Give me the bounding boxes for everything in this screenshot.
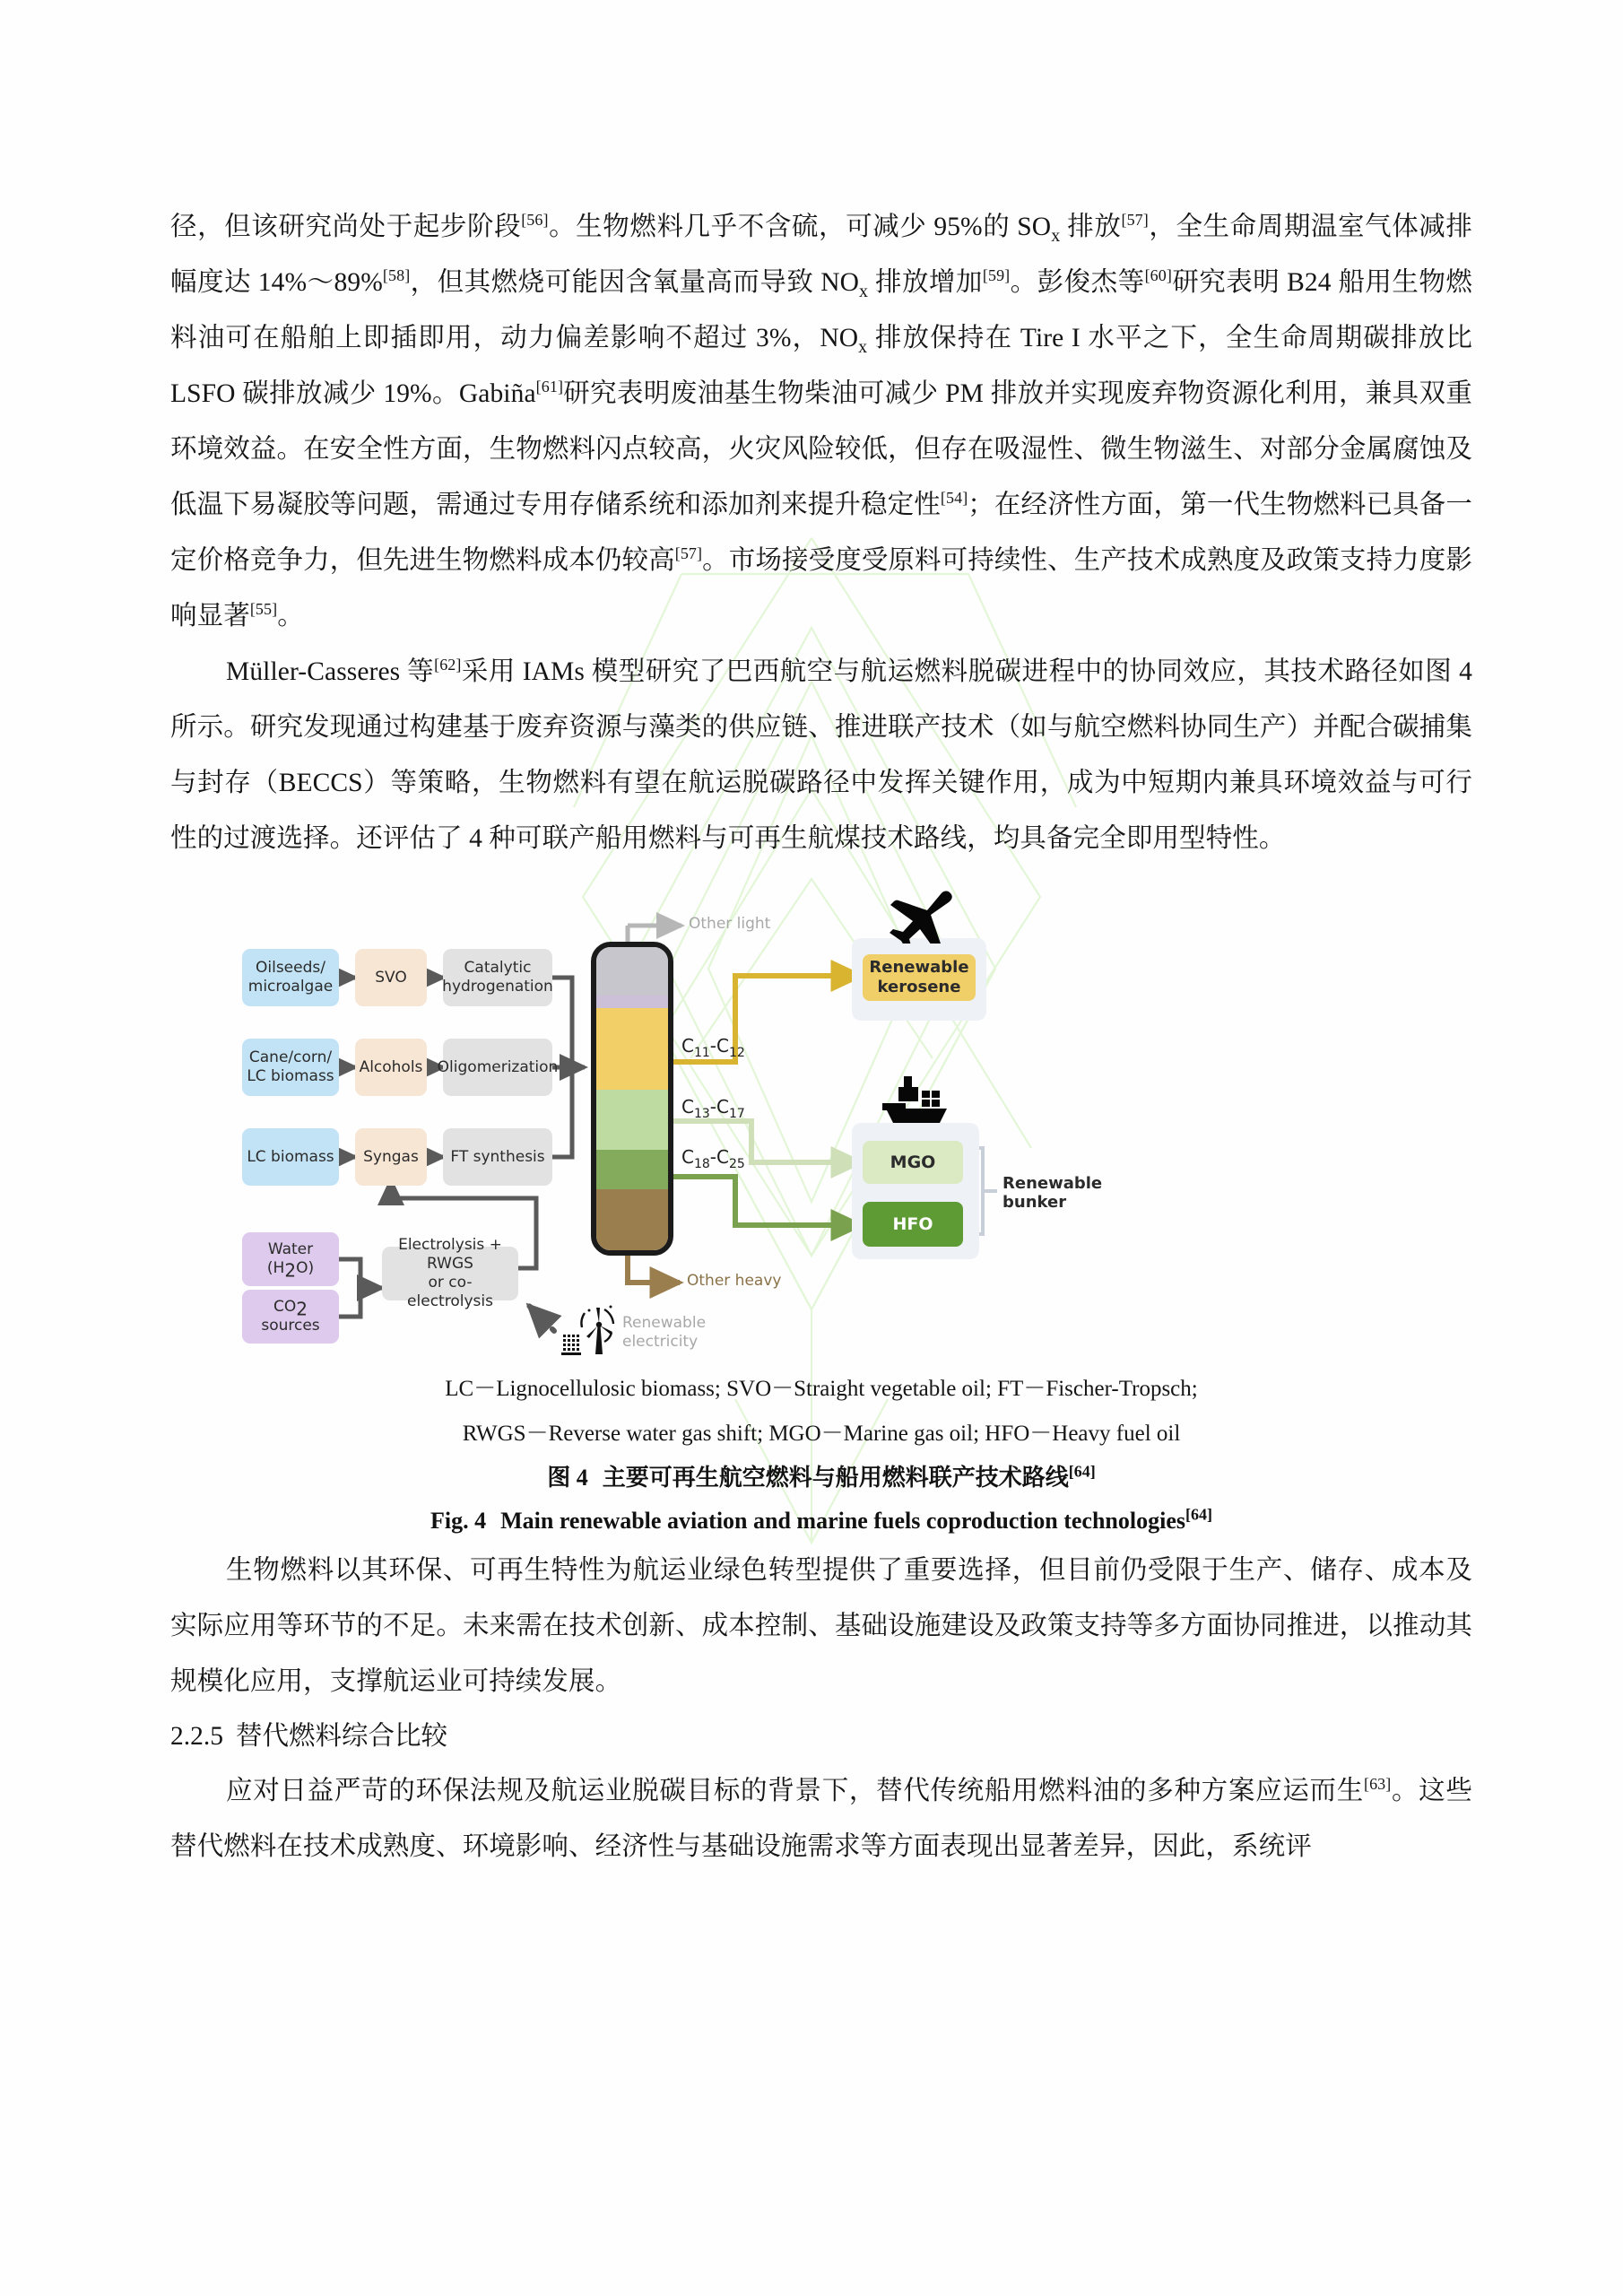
utility-co2-label: CO2 sources [261,1298,320,1335]
paragraph-biofuel-summary: 生物燃料以其环保、可再生特性为航运业绿色转型提供了重要选择，但目前仍受限于生产、储存、成本及实际应用等环节的不足。未来需在技术创新、成本控制、基础设施建设及政策支持等多方面协同推进，以推动其规模化应用，支撑航运业可持续发展。 [170,1556,1472,1696]
wind-turbine-solar-icon [560,1302,617,1356]
process-catalytic-hydrogenation-label: Catalytic hydrogenation [442,959,553,996]
feedstock-oilseeds [242,949,339,1006]
product-renewable-kerosene [863,954,976,1001]
figure-caption-english [170,1500,1472,1543]
column-segment-mgo-cut [596,1090,668,1151]
intermediate-alcohols-label: Alcohols [359,1057,423,1076]
column-segment-light-gases [596,947,668,996]
cut-label-c11-c12: $C_{11}-C_{12}$ [681,1035,745,1060]
feedstock-lc-biomass [242,1128,339,1186]
column-segment-kerosene-cut [596,1008,668,1090]
paragraph-alternative-fuel-comparison: 应对日益严苛的环保法规及航运业脱碳目标的背景下，替代传统船用燃料油的多种方案应运而生[63]。这些替代燃料在技术成熟度、环境影响、经济性与基础设施需求等方面表现出显著差异，因此，系统评 [170,1775,1472,1861]
coproduction-flow-diagram [233,883,1264,1358]
figure-abbreviations-line-1: LC－Lignocellulosic biomass; SVO－Straight vegetable oil; FT－Fischer-Tropsch; [445,1377,1198,1401]
intermediate-alcohols [355,1039,427,1096]
product-mgo [863,1141,963,1184]
section-title: 替代燃料综合比较 [236,1722,448,1751]
process-electrolysis-rwgs-label: Electrolysis + RWGS or co-electrolysis [398,1236,502,1310]
figure-caption-en-number: Fig. 4 [430,1508,487,1534]
process-ft-synthesis-label: FT synthesis [450,1147,545,1166]
utility-water [242,1232,339,1286]
paragraph-biofuel-emissions: 径，但该研究尚处于起步阶段[56]。生物燃料几乎不含硫，可减少 95%的 $SO_x$ 排放[57]，全生命周期温室气体减排幅度达 14%～89%[58]，但其燃烧可能因含氧量高而导致 $NO_x$ 排放增加[59]。彭俊杰等[60]研究表明 B24 船用生物燃料油可在船舶上即插即用，动力偏差影响不超过 3%，$NO_x$ 排放保持在 Tire I 水平之下，全生命周期碳排放比 LSFO 碳排放减少 19%。Gabiña[61]研究表明废油基生物柴油可减少 PM 排放并实现废弃物资源化利用，兼具双重环境效益。在安全性方面，生物燃料闪点较高，火灾风险较低，但存在吸湿性、微生物滋生、对部分金属腐蚀及低温下易凝胶等问题，需通过专用存储系统和添加剂来提升稳定性[54]；在经济性方面，第一代生物燃料已具备一定价格竞争力，但先进生物燃料成本仍较高[57]。市场接受度受原料可持续性、生产技术成熟度及政策支持力度影响显著[55]。 [170,211,1473,631]
figure-caption-cn-text: 主要可再生航空燃料与船用燃料联产技术路线 [602,1465,1069,1491]
cargo-ship-icon [873,1073,956,1128]
product-hfo-label: HFO [892,1214,933,1234]
distillation-column [591,942,673,1256]
cut-label-c18-c25: $C_{18}-C_{25}$ [681,1146,745,1171]
feedstock-lc-biomass-label: LC biomass [247,1147,334,1166]
process-oligomerization-label: Oligomerization [437,1057,559,1076]
figure-caption-cn-ref: [64] [1068,1462,1096,1481]
process-electrolysis-rwgs [382,1236,518,1310]
intermediate-syngas-label: Syngas [363,1147,419,1166]
product-mgo-label: MGO [890,1152,936,1172]
figure-caption-en-text: Main renewable aviation and marine fuels coproduction technologies [500,1508,1185,1534]
figure-caption-en-ref: [64] [1185,1505,1212,1524]
column-segment-hfo-cut [596,1150,668,1189]
figure-4-canvas [170,883,1472,1367]
cut-label-c13-c17: $C_{13}-C_{17}$ [681,1096,745,1121]
column-segment-lavender [596,996,668,1008]
intermediate-svo [355,949,427,1006]
stream-other-heavy-label: Other heavy [687,1272,782,1290]
stream-other-light-label: Other light [689,915,771,933]
section-heading-2-2-5 [170,1709,1472,1763]
figure-4 [170,883,1472,1543]
process-catalytic-hydrogenation [443,949,552,1006]
column-segment-heavy-residue [596,1189,668,1250]
feedstock-cane-corn [242,1039,339,1096]
paragraph-muller-casseres: Müller-Casseres 等[62]采用 IAMs 模型研究了巴西航空与航运燃料脱碳进程中的协同效应，其技术路径如图 4 所示。研究发现通过构建基于废弃资源与藻类的供应链、推进联产技术（如与航空燃料协同生产）并配合碳捕集与封存（BECCS）等策略，生物燃料有望在航运脱碳路径中发挥关键作用，成为中短期内兼具环境效益与可行性的过渡选择。还评估了 4 种可联产船用燃料与可再生航煤技术路线，均具备完全即用型特性。 [170,656,1472,853]
process-ft-synthesis [443,1128,552,1186]
section-number: 2.2.5 [170,1722,223,1751]
process-oligomerization [437,1039,559,1096]
renewable-electricity-label: Renewable electricity [622,1314,707,1351]
figure-caption-cn-number: 图 4 [547,1465,588,1491]
renewable-bunker-label: Renewable bunker [1002,1174,1103,1212]
utility-co2-sources [242,1290,339,1344]
feedstock-oilseeds-label: Oilseeds/ microalgae [247,959,334,996]
airplane-icon [881,888,956,944]
intermediate-svo-label: SVO [375,968,407,987]
figure-abbreviations-line-2: RWGS－Reverse water gas shift; MGO－Marine gas oil; HFO－Heavy fuel oil [462,1422,1181,1446]
feedstock-cane-corn-label: Cane/corn/ LC biomass [247,1048,334,1085]
page-content [170,0,1472,1874]
utility-water-label: Water (H2O) [266,1240,315,1282]
product-renewable-kerosene-label: Renewable kerosene [869,958,969,996]
figure-caption-chinese [170,1457,1472,1500]
product-hfo [863,1202,963,1247]
intermediate-syngas [355,1128,427,1186]
